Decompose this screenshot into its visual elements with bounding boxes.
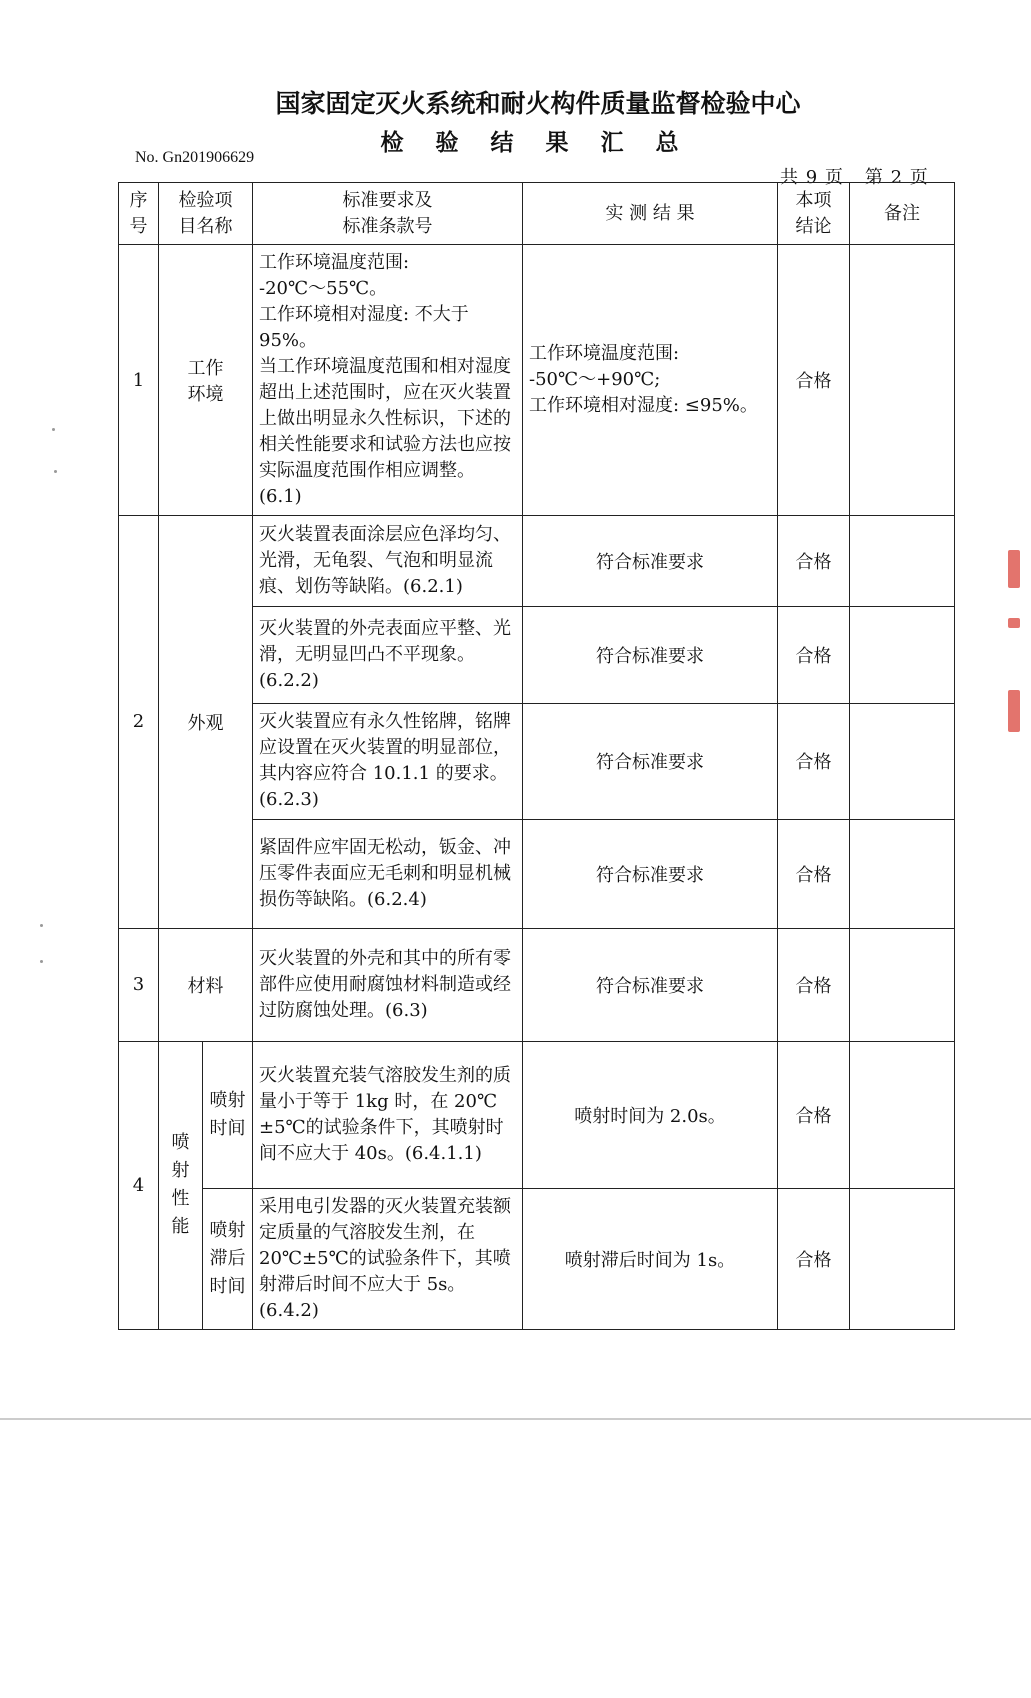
remark-cell [850, 819, 955, 928]
seal-edge-mark [1008, 550, 1020, 588]
remark-cell [850, 1188, 955, 1329]
total-pages: 共 9 页 [780, 167, 843, 188]
table-row [119, 516, 955, 607]
requirement-cell: 灭火装置表面涂层应色泽均匀、光滑，无龟裂、气泡和明显流痕、划伤等缺陷。(6.2.1) [253, 516, 523, 607]
scan-speck [54, 470, 57, 473]
seal-edge-mark [1008, 690, 1020, 732]
col-header-item: 检验项 目名称 [159, 183, 253, 245]
conclusion-cell: 合格 [778, 1041, 850, 1188]
col-header-remark: 备注 [850, 183, 955, 245]
report-number: No. Gn201906629 [135, 149, 255, 166]
requirement-cell: 采用电引发器的灭火装置充装额定质量的气溶胶发生剂，在 20℃±5℃的试验条件下，其喷射滞后时间不应大于 5s。(6.4.2) [253, 1188, 523, 1329]
result-cell: 符合标准要求 [523, 607, 778, 704]
page-edge-line [0, 1418, 1031, 1420]
remark-cell [850, 703, 955, 819]
subitem-cell: 喷射 时间 [203, 1041, 253, 1188]
seq-cell: 4 [119, 1041, 159, 1329]
table-row [119, 1188, 955, 1329]
requirement-cell: 灭火装置的外壳和其中的所有零部件应使用耐腐蚀材料制造或经过防腐蚀处理。(6.3) [253, 928, 523, 1041]
conclusion-cell: 合格 [778, 1188, 850, 1329]
table-row [119, 1041, 955, 1188]
result-cell: 喷射时间为 2.0s。 [523, 1041, 778, 1188]
remark-cell [850, 1041, 955, 1188]
table-row [119, 928, 955, 1041]
result-summary-table [118, 182, 955, 1330]
result-cell: 符合标准要求 [523, 703, 778, 819]
scan-speck [40, 960, 43, 963]
conclusion-cell: 合格 [778, 819, 850, 928]
result-cell: 符合标准要求 [523, 516, 778, 607]
page-number: 第 2 页 [864, 167, 928, 188]
remark-cell [850, 607, 955, 704]
remark-cell [850, 928, 955, 1041]
conclusion-cell: 合格 [778, 928, 850, 1041]
conclusion-cell: 合格 [778, 703, 850, 819]
seq-cell: 3 [119, 928, 159, 1041]
remark-cell [850, 516, 955, 607]
requirement-cell: 灭火装置应有永久性铭牌，铭牌应设置在灭火装置的明显部位，其内容应符合 10.1.1 的要求。(6.2.3) [253, 703, 523, 819]
result-cell: 喷射滞后时间为 1s。 [523, 1188, 778, 1329]
seq-cell: 1 [119, 245, 159, 516]
requirement-cell: 工作环境温度范围: -20℃～55℃。 工作环境相对湿度: 不大于 95%。 当工作环境温度范围和相对湿度超出上述范围时，应在灭火装置上做出明显永久性标识，下述的相关性能要求和试验方法也应按实际温度范围作相应调整。(6.1) [253, 245, 523, 516]
col-header-result: 实 测 结 果 [523, 183, 778, 245]
requirement-cell: 灭火装置的外壳表面应平整、光滑，无明显凹凸不平现象。(6.2.2) [253, 607, 523, 704]
org-title: 国家固定灭火系统和耐火构件质量监督检验中心 [275, 89, 801, 118]
seq-cell: 2 [119, 516, 159, 928]
col-header-conclusion: 本项 结论 [778, 183, 850, 245]
item-cell: 外观 [159, 516, 253, 928]
header-row [119, 183, 955, 245]
result-cell: 符合标准要求 [523, 819, 778, 928]
scan-speck [52, 428, 55, 431]
col-header-requirement: 标准要求及 标准条款号 [253, 183, 523, 245]
requirement-cell: 紧固件应牢固无松动，钣金、冲压零件表面应无毛刺和明显机械损伤等缺陷。(6.2.4) [253, 819, 523, 928]
result-cell: 符合标准要求 [523, 928, 778, 1041]
seal-edge-mark [1008, 618, 1020, 628]
item-cell: 材料 [159, 928, 253, 1041]
scan-speck [40, 924, 43, 927]
col-header-seq: 序 号 [119, 183, 159, 245]
item-cell: 工作 环境 [159, 245, 253, 516]
table-row [119, 245, 955, 516]
remark-cell [850, 245, 955, 516]
conclusion-cell: 合格 [778, 516, 850, 607]
result-cell: 工作环境温度范围: -50℃～+90℃; 工作环境相对湿度: ≤95%。 [523, 245, 778, 516]
doc-title: 检 验 结 果 汇 总 [380, 130, 691, 156]
item-cell: 喷 射 性 能 [159, 1041, 203, 1329]
requirement-cell: 灭火装置充装气溶胶发生剂的质量小于等于 1kg 时，在 20℃±5℃的试验条件下，其喷射时间不应大于 40s。(6.4.1.1) [253, 1041, 523, 1188]
conclusion-cell: 合格 [778, 607, 850, 704]
conclusion-cell: 合格 [778, 245, 850, 516]
subitem-cell: 喷射 滞后 时间 [203, 1188, 253, 1329]
